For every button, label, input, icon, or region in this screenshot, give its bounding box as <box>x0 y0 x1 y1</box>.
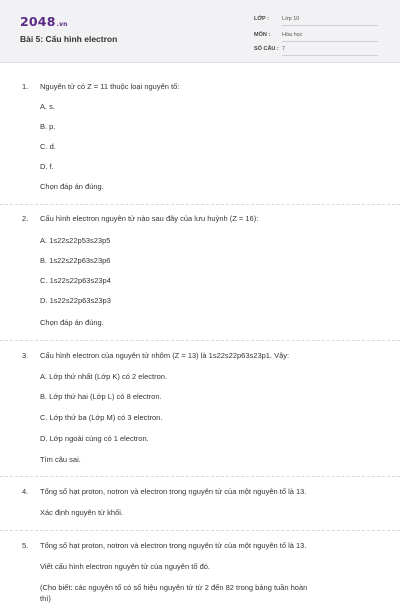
option-a[interactable]: A. s. <box>40 102 56 111</box>
logo-main: 2048 <box>20 14 56 29</box>
question-number: 2. <box>22 214 29 223</box>
count-value: 7 <box>282 46 378 56</box>
question-number: 5. <box>22 541 29 550</box>
question-text: Cấu hình electron nguyên tử nào sau đây của lưu huỳnh (Z = 16): <box>40 214 259 223</box>
option-a[interactable]: A. Lớp thứ nhất (Lớp K) có 2 electron. <box>40 372 168 381</box>
divider <box>0 476 400 477</box>
option-d[interactable]: D. Lớp ngoài cùng có 1 electron. <box>40 434 149 443</box>
question-text: Tổng số hạt proton, notron và electron trong nguyên tử của một nguyên tố là 13. <box>40 541 307 550</box>
question-line-4: thì) <box>40 594 51 603</box>
grade-value: Lớp 10 <box>282 16 378 26</box>
divider <box>0 340 400 341</box>
question-number: 3. <box>22 351 29 360</box>
question-line-2: Viết cấu hình electron nguyên tử của nguyên tố đó. <box>40 562 211 571</box>
option-b[interactable]: B. Lớp thứ hai (Lớp L) có 8 electron. <box>40 392 162 401</box>
site-logo[interactable] <box>20 14 68 29</box>
grade-row <box>254 14 378 28</box>
divider <box>0 204 400 205</box>
question-text: Tổng số hạt proton, notron và electron trong nguyên tử của một nguyên tố là 13. <box>40 487 307 496</box>
option-a[interactable]: A. 1s22s22p53s23p5 <box>40 236 111 245</box>
subject-label: MÔN : <box>254 32 271 38</box>
divider <box>0 530 400 531</box>
question-number: 4. <box>22 487 29 496</box>
option-c[interactable]: C. d. <box>40 142 56 151</box>
count-label: SỐ CÂU : <box>254 46 279 52</box>
subject-row <box>254 30 378 44</box>
question-text: Nguyên tử có Z = 11 thuộc loại nguyên tố: <box>40 82 180 91</box>
question-instruction: Chọn đáp án đúng. <box>40 182 104 191</box>
option-c[interactable]: C. Lớp thứ ba (Lớp M) có 3 electron. <box>40 413 163 422</box>
question-line-3: (Cho biết: các nguyên tố có số hiệu nguyên tử từ 2 đến 82 trong bảng tuần hoàn <box>40 583 308 592</box>
worksheet-header <box>0 0 400 63</box>
question-instruction: Tìm câu sai. <box>40 455 81 464</box>
question-instruction: Chọn đáp án đúng. <box>40 318 104 327</box>
question-line-2: Xác định nguyên tử khối. <box>40 508 123 517</box>
lesson-title: Bài 5: Cấu hình electron <box>20 34 118 44</box>
option-b[interactable]: B. p. <box>40 122 56 131</box>
grade-label: LỚP : <box>254 16 269 22</box>
question-number: 1. <box>22 82 29 91</box>
option-b[interactable]: B. 1s22s22p63s23p6 <box>40 256 111 265</box>
count-row <box>254 44 378 58</box>
subject-value: Hóa học <box>282 32 378 42</box>
option-d[interactable]: D. 1s22s22p63s23p3 <box>40 296 111 305</box>
question-text: Cấu hình electron của nguyên tử nhôm (Z = 13) là 1s22s22p63s23p1. Vậy: <box>40 351 290 360</box>
logo-sub: .vn <box>56 21 68 28</box>
option-d[interactable]: D. f. <box>40 162 54 171</box>
option-c[interactable]: C. 1s22s22p63s23p4 <box>40 276 111 285</box>
